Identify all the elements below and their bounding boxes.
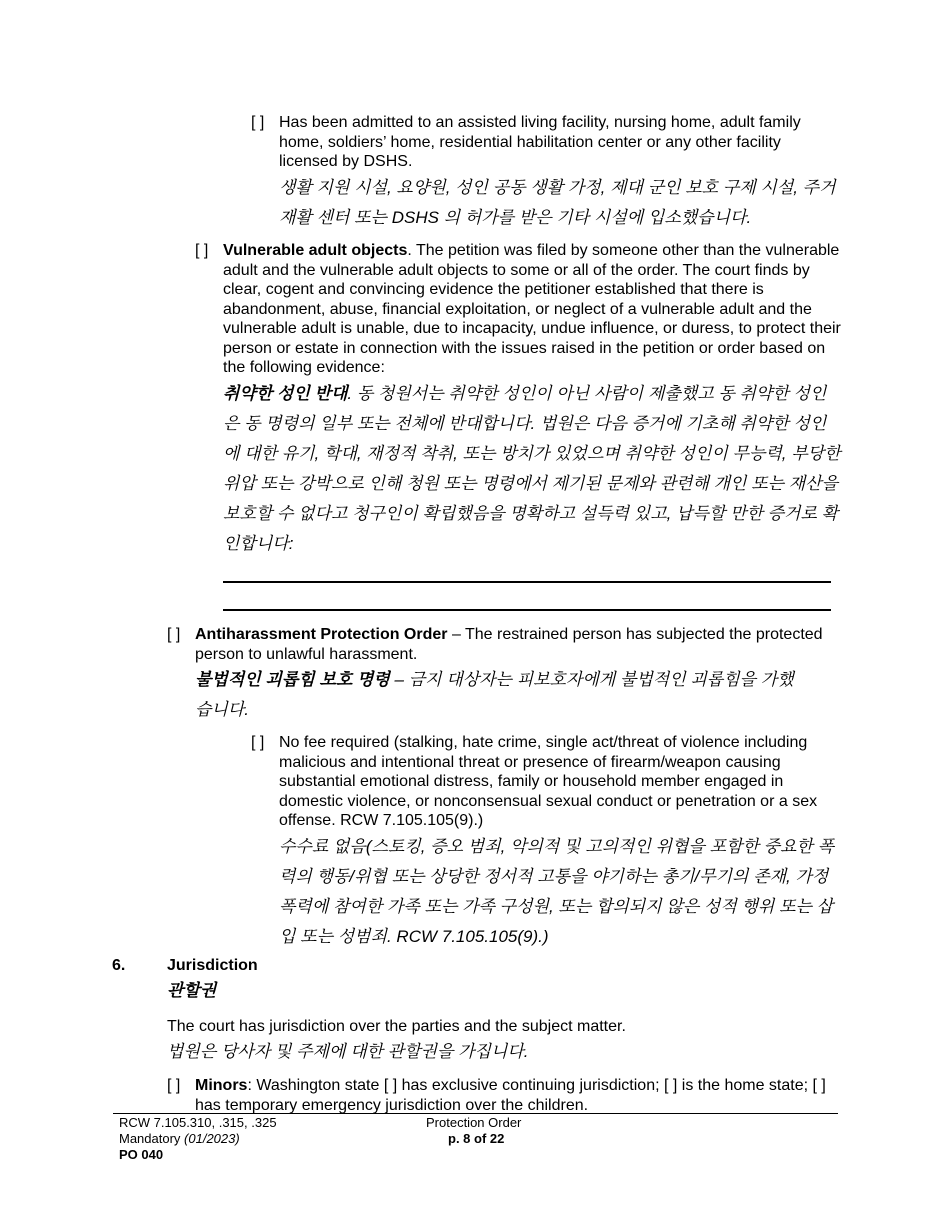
antiharassment-title: Antiharassment Protection Order	[195, 626, 448, 643]
antiharassment-body-ko: – 금지 대상자는 피보호자에게 불법적인 괴롭힘을 가했습니다.	[195, 670, 794, 719]
footer-left	[119, 1115, 277, 1163]
vulnerable-adult-title: Vulnerable adult objects	[223, 242, 408, 259]
item-antiharassment	[195, 625, 841, 725]
minors-title: Minors	[195, 1077, 248, 1094]
footer-doc-title: Protection Order	[426, 1115, 522, 1130]
checkbox-antiharassment[interactable]: [ ]	[167, 626, 181, 643]
section-number: 6.	[112, 957, 126, 974]
antiharassment-body: – The restrained person has subjected the protected person to unlawful harassment.	[195, 626, 823, 663]
assisted-living-text-ko: 생활 지원 시설, 요양원, 성인 공동 생활 가정, 제대 군인 보호 구제 시설, 주거 재활 센터 또는 DSHS 의 허가를 받은 기타 시설에 입소했습니다.	[279, 177, 836, 227]
vulnerable-adult-text-ko	[223, 379, 841, 559]
evidence-blank-line-2[interactable]	[223, 609, 831, 611]
antiharassment-title-ko: 불법적인 괴롭힘 보호 명령	[195, 670, 390, 689]
footer-mandatory-date: (01/2023)	[184, 1131, 240, 1146]
footer-mandatory	[119, 1131, 277, 1147]
checkbox-assisted-living[interactable]: [ ]	[251, 114, 265, 131]
checkbox-home-state[interactable]: [ ]	[663, 1077, 678, 1094]
checkbox-exclusive-jurisdiction[interactable]: [ ]	[383, 1077, 398, 1094]
vulnerable-adult-body: . The petition was filed by someone other than the vulnerable adult and the vulnerable adult objects to some or all of the order. The court finds by clear, cogent and convincing evidence the petitioner established that there is abandonment, abuse, financial exploitation, or neglect of a vulnerable adult and the vulnerable adult is unable, due to incapacity, undue influence, or duress, to protect their person or estate in connection with the issues raised in the petition or order based on the following evidence:	[223, 242, 841, 376]
minors-text-2: has exclusive continuing jurisdiction;	[397, 1077, 664, 1094]
jurisdiction-text-en: The court has jurisdiction over the parties and the subject matter.	[167, 1018, 626, 1035]
assisted-living-text-en: Has been admitted to an assisted living facility, nursing home, adult family home, soldiers’ home, residential habilitation center or any other facility licensed by DSHS.	[279, 114, 801, 170]
vulnerable-adult-body-ko: . 동 청원서는 취약한 성인이 아닌 사람이 제출했고 동 취약한 성인은 동 명령의 일부 또는 전체에 반대합니다. 법원은 다음 증거에 기초해 취약한 성인에 대한 유기, 학대, 재정적 착취, 또는 방치가 있었으며 취약한 성인이 무능력, 부당한 위압 또는 강박으로 인해 청원 또는 명령에서 제기된 문제와 관련해 개인 또는 재산을 보호할 수 없다고 청구인이 확립했음을 명확하고 설득력 있고, 납득할 만한 증거로 확인합니다:	[223, 383, 841, 553]
section-title-ko: 관할권	[167, 981, 217, 1000]
vulnerable-adult-title-ko: 취약한 성인 반대	[223, 383, 348, 403]
jurisdiction-text-ko: 법원은 당사자 및 주제에 대한 관할권을 가집니다.	[167, 1041, 529, 1061]
antiharassment-text-ko	[195, 665, 795, 725]
no-fee-text-en: No fee required (stalking, hate crime, single act/threat of violence including malicious and intentional threat or presence of firearm/weapon causing substantial emotional distress, family or household member engaged in domestic violence, or nonconsensual sexual conduct or penetration or a sex offense. RCW 7.105.105(9).)	[279, 734, 818, 829]
checkbox-minors[interactable]: [ ]	[167, 1077, 181, 1094]
checkbox-temporary-emergency[interactable]: [ ]	[812, 1077, 826, 1094]
minors-text-4: has temporary emergency jurisdiction over the children.	[195, 1096, 589, 1114]
section-heading	[167, 955, 258, 1005]
footer-page-number: p. 8 of 22	[448, 1131, 505, 1146]
footer-divider	[113, 1113, 838, 1114]
vulnerable-adult-text-en	[223, 241, 841, 378]
footer-center	[426, 1115, 521, 1147]
item-minors	[195, 1076, 837, 1115]
section-title: Jurisdiction	[167, 957, 258, 974]
evidence-blank-line-1[interactable]	[223, 581, 831, 583]
item-no-fee	[279, 733, 841, 952]
footer-mandatory-label: Mandatory	[119, 1131, 185, 1146]
item-assisted-living	[279, 113, 841, 233]
minors-text-3: is the home state;	[677, 1077, 813, 1094]
checkbox-vulnerable-adult[interactable]: [ ]	[195, 242, 209, 259]
minors-text-1: : Washington state	[247, 1077, 384, 1094]
footer-rcw: RCW 7.105.310, .315, .325	[119, 1115, 277, 1130]
minors-text	[195, 1076, 837, 1115]
antiharassment-text-en	[195, 625, 841, 664]
jurisdiction-statement	[167, 1017, 837, 1065]
checkbox-no-fee[interactable]: [ ]	[251, 734, 265, 751]
footer-form-number: PO 040	[119, 1147, 164, 1162]
item-vulnerable-adult	[223, 241, 841, 559]
no-fee-text-ko: 수수료 없음(스토킹, 증오 범죄, 악의적 및 고의적인 위협을 포함한 중요한 폭력의 행동/위협 또는 상당한 정서적 고통을 야기하는 총기/무기의 존재, 가정 폭력에 참여한 가족 또는 가족 구성원, 또는 합의되지 않은 성적 행위 또는 삽입 또는 성범죄. RCW 7.105.105(9).)	[279, 836, 834, 946]
